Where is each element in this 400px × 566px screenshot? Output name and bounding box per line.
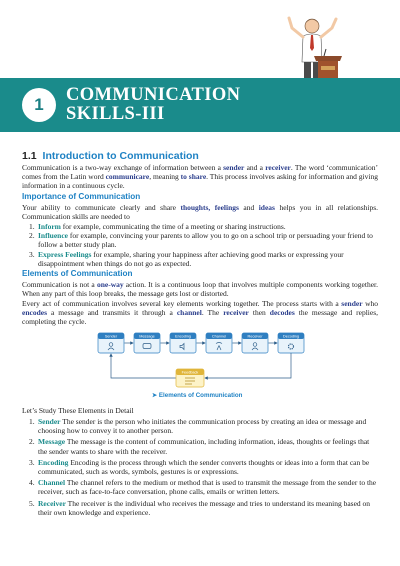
list-item [22, 458, 378, 476]
elements-text: . The [201, 308, 224, 318]
feedback-arrow-out [111, 354, 176, 378]
diagram-box-label: Channel [211, 334, 227, 339]
diagram-box-label: Encoding [175, 334, 191, 339]
elements-heading: Elements of Communication [22, 269, 133, 278]
diagram-box-label: Feedback [181, 370, 199, 375]
list-text: for example, convincing your parents to allow you to go on a school trip or persuading your friend to follow a better study plan. [38, 231, 373, 250]
importance-paragraph [22, 203, 378, 221]
list-number: 1. [29, 417, 35, 426]
diagram-box-label: Decoding [282, 334, 300, 339]
list-term: Channel [38, 478, 66, 488]
section-title-text: Introduction to Communication [42, 150, 199, 162]
keyword: decodes [269, 308, 295, 318]
list-item [22, 222, 378, 231]
diagram-box-label: Sender [104, 334, 118, 339]
intro-text: Communication is a two-way exchange of information between a [22, 163, 224, 172]
intro-text: . The word ‘communication’ comes from the Latin word [22, 163, 378, 182]
elements-text: the message and replies, completing the cycle. [22, 308, 378, 327]
chapter-title-line1: COMMUNICATION [66, 85, 241, 105]
diagram-box-label: Receiver [247, 334, 263, 339]
list-item [22, 437, 378, 455]
list-term: Receiver [38, 498, 66, 508]
elements-text: action. It is a continuous loop that involves multiple components working together. When any part of this loop breaks, the message gets lost or distorted. [22, 280, 379, 299]
list-number: 2. [29, 437, 35, 447]
chapter-number-badge: 1 [22, 88, 56, 122]
list-term: Message [38, 437, 66, 447]
intro-text: , meaning [149, 172, 181, 182]
elements-text: then [248, 308, 270, 318]
keyword: to share [180, 172, 207, 182]
list-term: Inform [38, 222, 61, 231]
list-number: 3. [29, 457, 35, 467]
list-item [22, 417, 378, 435]
elements-text: a message and transmits it through a [47, 308, 177, 318]
list-number: 4. [29, 478, 35, 488]
keyword: sender [341, 299, 363, 308]
feedback-arrow-in [205, 353, 291, 378]
caption-text: Elements of Communication [158, 392, 243, 399]
intro-text: . This process involves asking for information and giving information in a continuous cycle. [22, 172, 378, 191]
importance-text: Your ability to communicate clearly and share [22, 203, 181, 212]
study-intro: Let’s Study These Elements in Detail [22, 406, 134, 415]
list-number: 5. [29, 498, 35, 508]
caption-arrow-icon: ➤ [152, 392, 158, 399]
study-list [22, 417, 378, 517]
communication-process-diagram [96, 331, 306, 393]
elements-paragraph-1 [22, 280, 378, 298]
list-text: The channel refers to the medium or method that is used to transmit the message from the sender to the receiver, such as face-to-face conversation, phone calls, emails or written letters. [38, 478, 377, 497]
keyword: channel [176, 308, 202, 318]
importance-text: and [238, 203, 259, 212]
diagram-box-label: Message [139, 334, 155, 339]
list-text: Encoding is the process through which the sender converts thoughts or ideas into a form that can be communicated, such as words, symbols, gestures is or expressions. [38, 457, 370, 477]
intro-paragraph [22, 163, 378, 191]
list-number: 3. [29, 249, 35, 259]
list-item [22, 499, 378, 517]
keyword: encodes [22, 308, 47, 318]
importance-list [22, 222, 378, 268]
list-item [22, 231, 378, 249]
keyword: ideas [258, 203, 275, 212]
importance-text: helps you in all relationships. Communication skills are needed to [22, 203, 378, 222]
keyword: thoughts, feelings [180, 203, 239, 212]
elements-text: Every act of communication involves several key elements working together. The process starts with a [22, 299, 342, 308]
elements-text: Communication is not a [22, 280, 97, 289]
diagram-caption [152, 392, 242, 399]
section-title [22, 150, 199, 162]
keyword: communicare [105, 172, 150, 182]
section-number: 1.1 [22, 150, 37, 162]
list-text: The message is the content of communication, including information, ideas, thoughts or feelings that the sender wants to share with the receiver. [38, 437, 370, 456]
list-term: Express Feelings [38, 249, 92, 259]
list-term: Influence [38, 231, 68, 241]
keyword: receiver [223, 308, 249, 318]
list-number: 2. [29, 231, 35, 241]
elements-text: who [362, 299, 379, 308]
list-item [22, 478, 378, 496]
list-number: 1. [29, 222, 35, 231]
intro-text: and a [244, 163, 266, 172]
importance-heading: Importance of Communication [22, 192, 141, 201]
elements-paragraph-2 [22, 299, 378, 327]
list-term: Encoding [38, 457, 69, 467]
keyword: one-way [96, 280, 124, 289]
list-text: The receiver is the individual who receives the message and tries to understand its meaning based on their own knowledge and experience. [38, 498, 371, 517]
list-item [22, 250, 378, 268]
keyword: receiver [265, 163, 291, 172]
chapter-title [66, 86, 240, 124]
keyword: sender [223, 163, 245, 172]
list-text: for example, communicating the time of a meeting or sharing instructions. [60, 222, 286, 231]
list-term: Sender [38, 417, 61, 426]
chapter-title-line2: SKILLS-III [66, 104, 165, 124]
list-text: for example, sharing your happiness after achieving good marks or expressing your disappointment when things do not go as expected. [38, 249, 344, 268]
list-text: The sender is the person who initiates the communication process by creating an idea or message and choosing how to convey it to another person. [38, 417, 367, 436]
